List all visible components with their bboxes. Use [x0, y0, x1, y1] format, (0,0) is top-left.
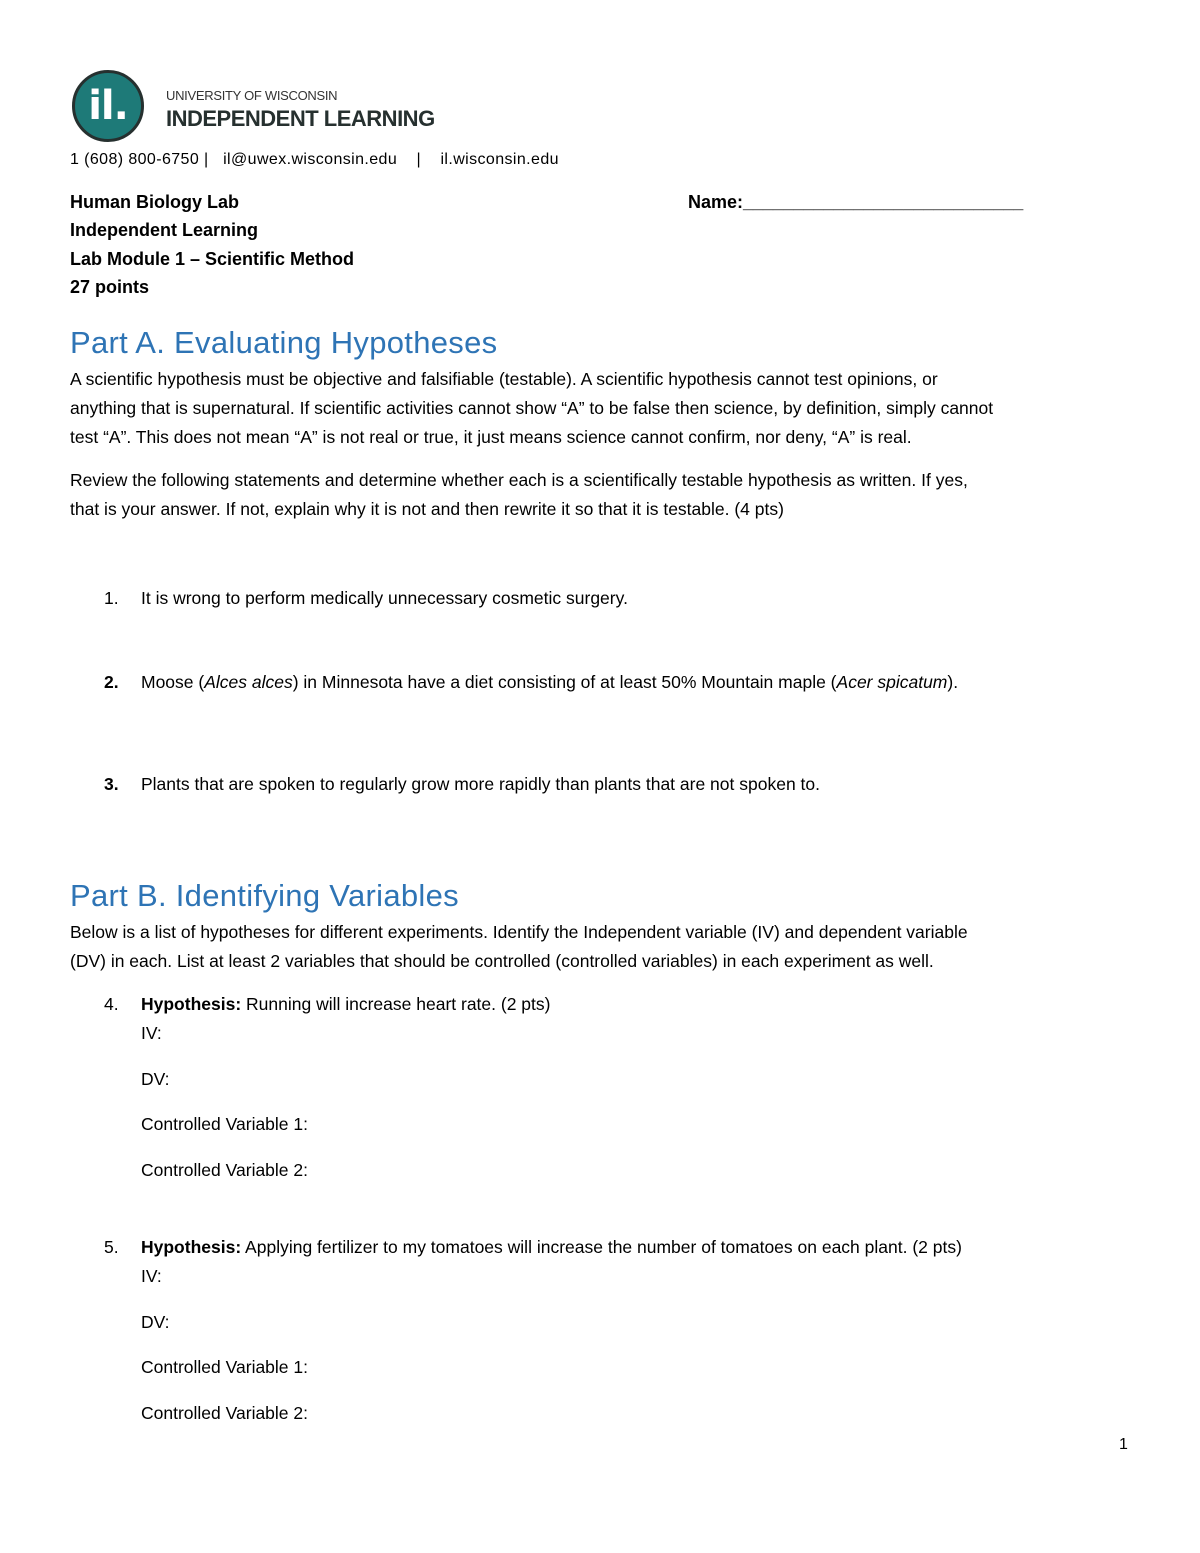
module-title: Lab Module 1 – Scientific Method — [70, 249, 355, 269]
dv-label: DV: — [141, 1312, 170, 1332]
item-text-part: ). — [947, 672, 959, 692]
page-number: 1 — [1119, 1436, 1128, 1453]
species-name: Alces alces — [204, 672, 293, 692]
item-text — [141, 672, 1141, 693]
item-number: 3. — [104, 774, 119, 794]
part-a-intro-line: test “A”. This does not mean “A” is not real or true, it just means science cannot confirm, nor deny, “A” is real. — [70, 427, 912, 447]
item-text-part: Moose ( — [141, 672, 205, 692]
part-b-intro-line: Below is a list of hypotheses for different experiments. Identify the Independent variable (IV) and dependent variable — [70, 922, 968, 942]
course-title: Human Biology Lab — [70, 192, 240, 212]
item-text: It is wrong to perform medically unnecessary cosmetic surgery. — [141, 588, 628, 608]
part-a-instructions-line: Review the following statements and determine whether each is a scientifically testable hypothesis as written. If yes, — [70, 470, 968, 490]
hypothesis-label: Hypothesis: — [141, 1237, 242, 1257]
hypothesis-line — [141, 994, 1141, 1015]
part-a-instructions-line: that is your answer. If not, explain why it is not and then rewrite it so that it is testable. (4 pts) — [70, 499, 784, 519]
hypothesis-text: Applying fertilizer to my tomatoes will increase the number of tomatoes on each plant. (2 pts) — [241, 1237, 962, 1257]
contact-line: 1 (608) 800-6750 | il@uwex.wisconsin.edu | il.wisconsin.edu — [70, 151, 559, 168]
part-b-heading: Part B. Identifying Variables — [70, 878, 459, 913]
item-text-part: ) in Minnesota have a diet consisting of at least 50% Mountain maple ( — [292, 672, 837, 692]
item-number: 5. — [104, 1237, 119, 1257]
controlled-variable-1-label: Controlled Variable 1: — [141, 1357, 308, 1377]
logo-title: INDEPENDENT LEARNING — [166, 106, 435, 131]
controlled-variable-1-label: Controlled Variable 1: — [141, 1114, 308, 1134]
logo — [72, 70, 452, 146]
item-number: 2. — [104, 672, 119, 692]
species-name: Acer spicatum — [836, 672, 948, 692]
item-number: 4. — [104, 994, 119, 1014]
logo-badge — [72, 70, 144, 142]
part-a-instructions — [70, 466, 1140, 524]
logo-university: UNIVERSITY OF WISCONSIN — [166, 88, 338, 103]
hypothesis-text: Running will increase heart rate. (2 pts) — [241, 994, 551, 1014]
program-name: Independent Learning — [70, 220, 259, 240]
iv-label: IV: — [141, 1266, 162, 1286]
controlled-variable-2-label: Controlled Variable 2: — [141, 1403, 308, 1423]
part-a-heading: Part A. Evaluating Hypotheses — [70, 325, 498, 360]
part-a-intro-line: A scientific hypothesis must be objective and falsifiable (testable). A scientific hypothesis cannot test opinions, or — [70, 369, 938, 389]
hypothesis-line — [141, 1237, 1141, 1258]
item-number: 1. — [104, 588, 119, 608]
item-text: Plants that are spoken to regularly grow more rapidly than plants that are not spoken to. — [141, 774, 820, 794]
hypothesis-label: Hypothesis: — [141, 994, 242, 1014]
part-b-intro-line: (DV) in each. List at least 2 variables that should be controlled (controlled variables) in each experiment as well. — [70, 951, 934, 971]
logo-mark: il. — [88, 83, 128, 129]
dv-label: DV: — [141, 1069, 170, 1089]
part-a-intro-line: anything that is supernatural. If scientific activities cannot show “A” to be false then science, by definition, simply cannot — [70, 398, 994, 418]
points-total: 27 points — [70, 277, 150, 297]
name-field: Name:____________________________ — [688, 192, 1024, 212]
controlled-variable-2-label: Controlled Variable 2: — [141, 1160, 308, 1180]
part-b-intro — [70, 918, 1140, 976]
iv-label: IV: — [141, 1023, 162, 1043]
part-a-intro — [70, 365, 1140, 452]
